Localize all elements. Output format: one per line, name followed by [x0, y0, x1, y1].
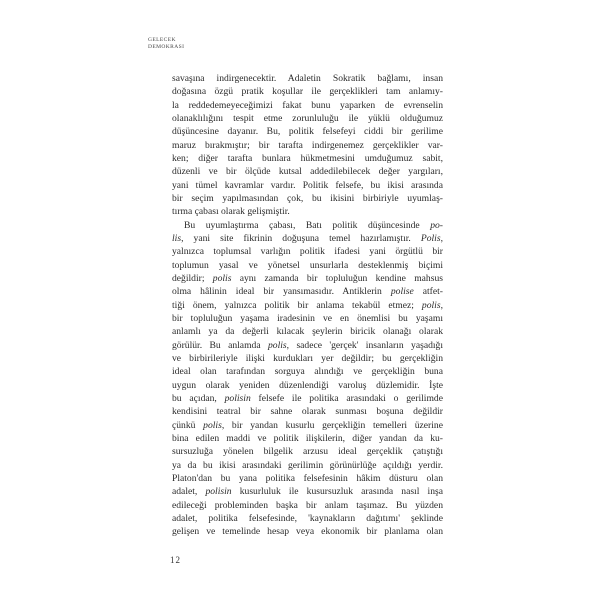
text-line: la reddedemeyeceğimizi fakat bunu yaparken de evrenselin	[172, 99, 443, 111]
text-line: anlamlı ya da değerli kılacak şeylerin biricik olanağı olarak	[172, 326, 443, 338]
running-header	[148, 37, 184, 50]
text-line: edileceği probleminden başka bir anlam taşımaz. Bu yüzden	[172, 499, 443, 511]
text-line: bina edilen maddi ve politik ilişkilerin, diğer yandan da ku-	[172, 432, 443, 444]
text-line: savaşına indirgenecektir. Adaletin Sokratik bağlamı, insan	[172, 73, 443, 84]
text-line: gelişen ve temelinde hesap veya ekonomik bir planlama olan	[172, 526, 443, 538]
text-line: bu açıdan, polisin felsefe ile politika arasındaki o gerilimde	[172, 392, 443, 404]
body-text	[172, 72, 443, 538]
text-line: maruz bırakmıştır; bir tarafta indirgenemez gerçeklikler var-	[172, 139, 443, 151]
running-header-line-2: DEMOKRASI	[148, 43, 185, 50]
page-number: 12	[170, 555, 181, 565]
text-line: doğasına özgü pratik koşullar ile gerçeklikleri tam anlamıy-	[172, 86, 443, 98]
text-line: yalnızca toplumsal varlığın politik ifadesi yani örgütlü bir	[172, 246, 443, 258]
text-line: ve birbirileriyle ilişki kurdukları yer değildir; bu gerçekliğin	[172, 352, 443, 364]
text-line: bir topluluğun yaşama iradesinin ve en önemlisi bu yaşamı	[172, 312, 443, 324]
text-line: çünkü polis, bir yandan kusurlu gerçekliğin temelleri üzerine	[172, 419, 443, 431]
text-line: olma hâlinin ideal bir yansımasıdır. Antiklerin polise atfet-	[172, 286, 443, 298]
text-line: olanaklılığını tespit etme zorunluluğu ile yüklü olduğumuz	[172, 112, 443, 124]
text-line: değildir; polis aynı zamanda bir topluluğun kendine mahsus	[172, 272, 443, 284]
text-line: düzenli ve bir ölçüde kutsal addedilebilecek değer yargıları,	[172, 166, 443, 178]
text-line: adalet, politika felsefesinde, 'kaynakların dağıtımı' şeklinde	[172, 512, 443, 524]
text-line: ken; diğer tarafta bunlara hükmetmesini umduğumuz sabit,	[172, 152, 443, 164]
text-line: kendisini teatral bir sahne olarak sunması boşuna değildir	[172, 406, 443, 418]
text-line: tırma çabası olarak gelişmiştir.	[172, 206, 290, 218]
text-line: düşüncesine dayanır. Bu, politik felsefeyi ciddi bir gerilime	[172, 126, 443, 138]
running-header-line-1: GELECEK	[148, 37, 176, 43]
text-line: sursuzluğa yönelen bilgelik arzusu ideal gerçeklik çatıştığı	[172, 446, 443, 458]
text-line: Bu uyumlaştırma çabası, Batı politik düşüncesinde po-	[184, 219, 443, 231]
text-line: uygun olarak yeniden düzenlendiği varoluş düzlemidir. İşte	[172, 379, 443, 391]
text-line: tiği önem, yalnızca politik bir anlama tekabül etmez; polis,	[172, 299, 443, 311]
text-line: toplumun yasal ve yönetsel unsurlarla desteklenmiş biçimi	[172, 259, 443, 271]
text-line: bir seçim yapılmasından çok, bu ikisini birbiriyle uyumlaş-	[172, 192, 443, 204]
text-line: lis, yani site fikrinin doğuşuna temel hazırlamıştır. Polis,	[172, 232, 443, 244]
text-line: ya da bu ikisi arasındaki gerilimin görünürlüğe açıldığı yerdir.	[172, 459, 443, 471]
text-line: yani tümel kavramlar vardır. Politik felsefe, bu ikisi arasında	[172, 179, 443, 191]
text-line: Platon'dan bu yana politika felsefesinin hâkim düsturu olan	[172, 472, 443, 484]
text-line: görülür. Bu anlamda polis, sadece 'gerçek' insanların yaşadığı	[172, 339, 443, 351]
text-line: adalet, polisin kusurluluk ile kusursuzluk arasında nasıl inşa	[172, 486, 443, 498]
text-line: ideal olan tarafından sorguya alındığı ve gerçekliğin buna	[172, 366, 443, 378]
